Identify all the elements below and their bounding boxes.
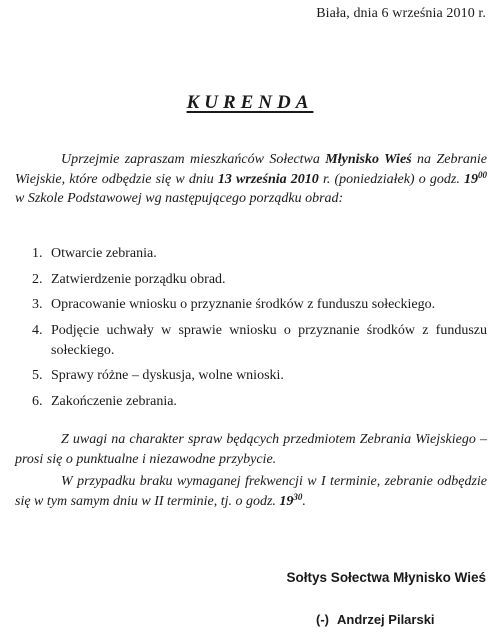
agenda-item-text: Opracowanie wniosku o przyznanie środków z funduszu sołeckiego. [51, 297, 436, 312]
agenda-item [32, 270, 487, 290]
agenda-item [32, 366, 487, 386]
document-title: KURENDA [186, 92, 314, 113]
agenda-item-text: Sprawy różne – dyskusja, wolne wnioski. [51, 368, 284, 383]
punctuality-paragraph: Z uwagi na charakter spraw będących przedmiotem Zebrania Wiejskiego – prosi się o punktualne i niezawodne przybycie. [15, 432, 487, 467]
second-term-hour: 19 [279, 493, 294, 509]
signature-name-line [316, 612, 435, 627]
agenda-item [32, 295, 487, 315]
agenda-item-text: Podjęcie uchwały w sprawie wniosku o przyznanie środków z funduszu sołeckiego. [51, 322, 487, 358]
agenda-item [32, 321, 487, 361]
date-line: Biała, dnia 6 września 2010 r. [316, 6, 486, 21]
second-term-text: W przypadku braku wymaganej frekwencji w I terminie, zebranie odbędzie się w tym samym dniu w II terminie, tj. o godz. [15, 474, 487, 509]
agenda-item-number: 3. [32, 297, 43, 312]
village-name: Młynisko Wieś [325, 152, 412, 167]
intro-text-1: Uprzejmie zapraszam mieszkańców Sołectwa [61, 152, 326, 167]
second-term-paragraph [15, 472, 487, 511]
intro-text-3: r. (poniedziałek) o godz. [318, 171, 464, 187]
agenda-item-text: Otwarcie zebrania. [51, 246, 157, 261]
signature-mark: (-) [316, 612, 329, 627]
agenda-item-number: 4. [32, 322, 43, 338]
agenda-item-text: Zakończenie zebrania. [51, 393, 177, 409]
intro-text-2: na Zebranie Wiejskie, które odbędzie się w dniu [15, 152, 487, 187]
second-term-end: . [302, 493, 306, 509]
meeting-hour: 19 [464, 171, 478, 187]
agenda-item-text: Zatwierdzenie porządku obrad. [51, 271, 226, 287]
meeting-date: 13 września 2010 [217, 171, 319, 187]
agenda-item-number: 2. [32, 271, 43, 287]
meeting-minutes: 00 [478, 169, 487, 180]
signature-name: Andrzej Pilarski [337, 612, 435, 627]
intro-paragraph [15, 150, 487, 209]
agenda-item-number: 5. [32, 368, 43, 383]
signature-title: Sołtys Sołectwa Młynisko Wieś [286, 570, 486, 585]
agenda-item-number: 6. [32, 393, 43, 409]
agenda-item [32, 244, 487, 264]
agenda-item [32, 392, 487, 412]
agenda-list [32, 244, 487, 417]
intro-text-4: w Szkole Podstawowej wg następującego porządku obrad: [15, 191, 344, 206]
second-term-minutes: 30 [293, 491, 303, 502]
agenda-item-number: 1. [32, 246, 43, 261]
